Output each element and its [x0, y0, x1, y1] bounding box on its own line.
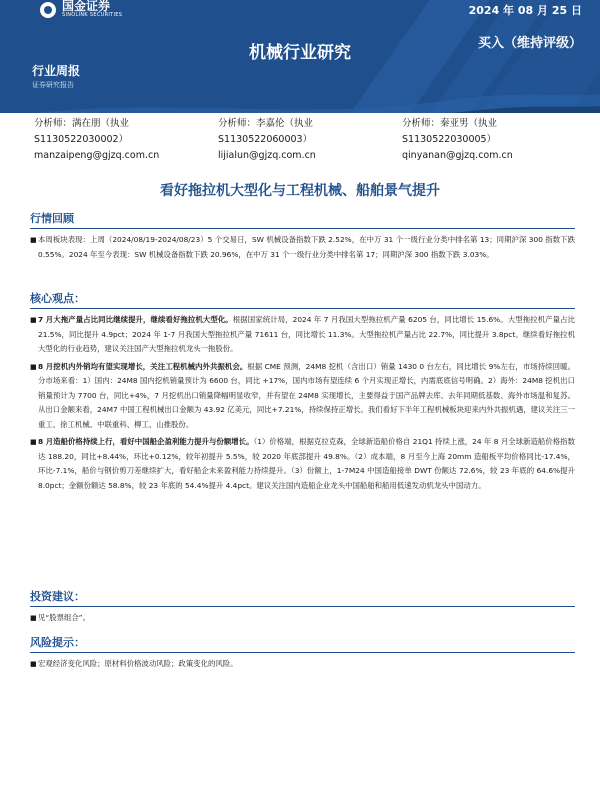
report-subtype: 证券研究报告: [32, 81, 74, 89]
header-wave-decoration: [0, 88, 600, 113]
section-risk-warning: [30, 634, 575, 672]
square-bullet-icon: ■: [30, 614, 37, 622]
report-title: 机械行业研究: [249, 43, 351, 63]
square-bullet-icon: ■: [30, 236, 37, 244]
section-title: 核心观点：: [30, 292, 85, 305]
analyst-email[interactable]: manzaipeng@gjzq.com.cn: [34, 150, 160, 161]
section-title: 行情回顾: [30, 212, 74, 225]
bullet-item: [30, 313, 575, 357]
bullet-text: 本周板块表现：上周（2024/08/19-2024/08/23）5 个交易日，SW 机械设备指数下跌 2.52%，在中万 31 个一级行业分类中排名第 13；同期沪深 300 指数下跌 0.55%。2024 年至今表现：SW 机械设备指数下跌 20.96%，在中万 31 个一级行业分类中排名第 17；同期沪深 300 指数下跌 3.03%。: [38, 235, 575, 259]
bullet-text: 见“股票组合”。: [38, 613, 91, 622]
bullet-item: [30, 360, 575, 433]
bullet-lead: 8 月造船价格持续上行，看好中国船企盈利能力提升与份额增长。: [38, 437, 254, 446]
bullet-text: 根据国家统计局，2024 年 7 月我国大型拖拉机产量 6205 台，同比增长 15.6%。大型拖拉机产量占比 21.5%，同比提升 4.9pct；2024 年 1-7 月我国大型拖拉机产量 71611 台，同比增长 11.3%。大型拖拉机产量占比 22.7%，同比提升 3.8pct。继续看好拖拉机大型化的行业趋势，建议关注国产大型拖拉机龙头一拖股份。: [38, 315, 575, 353]
main-title: 看好拖拉机大型化与工程机械、船舶景气提升: [160, 183, 440, 199]
section-title: 投资建议：: [30, 590, 85, 603]
bullet-text: 宏观经济变化风险；原材料价格波动风险；政策变化的风险。: [38, 659, 238, 668]
bullet-item: [30, 657, 575, 672]
bullet-item: [30, 233, 575, 262]
section-divider: [30, 228, 575, 229]
logo-icon: [40, 2, 56, 18]
analyst-email[interactable]: lijialun@gjzq.com.cn: [218, 150, 316, 161]
analyst-name: 分析师：李嘉伦（执业: [218, 118, 314, 129]
report-header: [0, 0, 600, 113]
analyst-name: 分析师：秦亚男（执业: [402, 118, 498, 129]
section-divider: [30, 652, 575, 653]
logo-name-en: SINOLINK SECURITIES: [62, 12, 123, 18]
bullet-item: [30, 435, 575, 493]
section-market-review: [30, 210, 575, 262]
analyst: [402, 116, 582, 164]
analyst-name: 分析师：满在朋（执业: [34, 118, 130, 129]
rating: 买入（维持评级）: [477, 36, 582, 51]
square-bullet-icon: ■: [30, 362, 37, 371]
analyst: [218, 116, 398, 164]
analyst: [34, 116, 214, 164]
bullet-lead: 8 月挖机内外销均有望实现增长，关注工程机械内外共振机会。: [38, 361, 248, 371]
analyst-list: [34, 116, 582, 164]
bullet-text: 根据 CME 预测，24M8 挖机（含出口）销量 1430 0 台左右，同比增长 9%左右，市场持续回暖。分市场来看：1）国内：24M8 国内挖机销量预计为 6600 台，同比 +17%，国内市场有望连续 6 个月实现正增长，内需底底信号明确。2）海外：24M8 挖机出口销量预计为 7700 台，同比+4%，7 月挖机出口销量降幅明显收窄，并有望在 24M8 实现增长，主要得益于国产品牌去库、去年同期低基数、海外市场温和复苏。从出口金额来看，24M7 中国工程机械出口金额为 43.92 亿美元，同比+7.21%，持续保持正增长。我们看好下半年工程机械板块迎来内外共振机遇，建议关注三一重工、徐工机械、中联重科、柳工、山推股份。: [38, 361, 575, 429]
logo-name: 国金证券: [62, 0, 111, 13]
analyst-cert: S1130522030002）: [34, 134, 129, 145]
bullet-lead: 7 月大拖产量占比同比继续提升，继续看好拖拉机大型化。: [38, 315, 233, 324]
report-date: 2024 年 08 月 25 日: [468, 4, 582, 17]
section-title: 风险提示：: [30, 636, 85, 649]
analyst-email[interactable]: qinyanan@gjzq.com.cn: [402, 150, 513, 161]
section-investment-advice: [30, 588, 575, 626]
analyst-cert: S1130522030005）: [402, 134, 497, 145]
square-bullet-icon: ■: [30, 316, 37, 324]
square-bullet-icon: ■: [30, 660, 37, 668]
bullet-text: （1）价格端，根据克拉克森，全球新造船价格自 21Q1 持续上涨，24 年 8 月全球新造船价格指数达 188.20，同比+8.44%，环比+0.12%，较年初提升 5.5%，较 2020 年底部提升 49.8%。（2）成本端，8 月至今上海 20mm 造船板平均价格同比-17.4%，环比-7.1%，船价与钢价剪刀差继续扩大，看好船企未来盈利能力持续提升。（3）份额上，1-7M24 中国造船接单 DWT 份额达 72.6%，较 23 年底的 64.6%提升 8.0pct；金额份额达 58.8%，较 23 年底的 54.4%提升 4.4pct。建议关注国内造船企业龙头中国船舶和船用低速发动机龙头中国动力。: [38, 437, 575, 490]
analyst-cert: S1130522060003）: [218, 134, 313, 145]
report-type: 行业周报: [32, 64, 81, 78]
bullet-item: [30, 611, 575, 626]
section-core-views: [30, 290, 575, 493]
company-logo: [40, 0, 122, 19]
section-divider: [30, 308, 575, 309]
section-divider: [30, 606, 575, 607]
square-bullet-icon: ■: [30, 438, 37, 446]
